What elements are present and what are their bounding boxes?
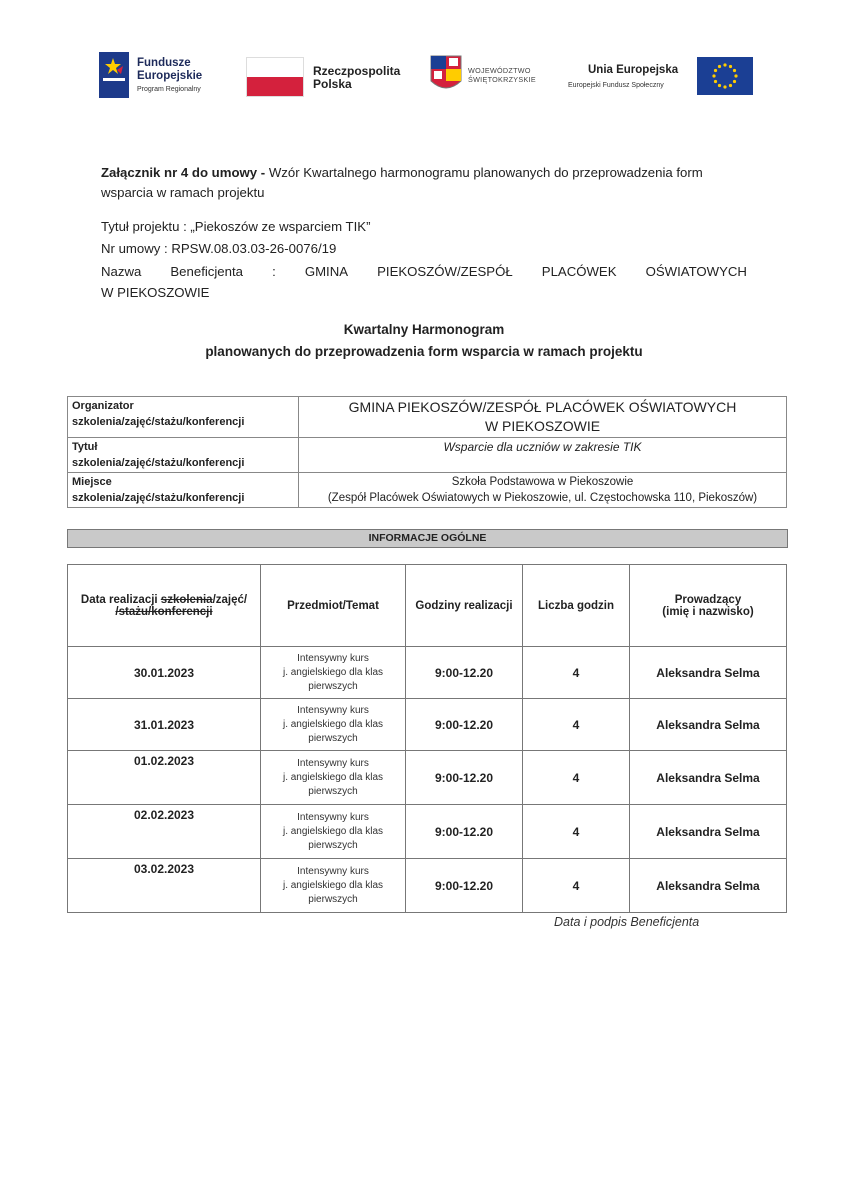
rzeczpospolita-logo-text [313,65,400,91]
topic-line: pierwszych [308,785,358,797]
table-row [68,751,787,805]
row-count: 4 [523,699,630,751]
col-date-text: Data realizacji [80,593,161,606]
row-lead: Aleksandra Selma [630,751,787,805]
row-date: 31.01.2023 [68,699,261,751]
benef-word: OŚWIATOWYCH [645,264,747,279]
row-topic [261,647,406,699]
topic-line: j. angielskiego dla klas [282,771,384,783]
ue-logo-subtitle: Europejski Fundusz Społeczny [568,82,664,89]
ws-line1: WOJEWÓDZTWO [468,66,531,75]
organizer-row [68,397,787,438]
benef-word: PIEKOSZÓW/ZESPÓŁ [377,264,513,279]
row-lead: Aleksandra Selma [630,647,787,699]
value-line: (Zespół Placówek Oświatowych w Piekoszowie, ul. Częstochowska 110, Piekoszów) [327,492,758,504]
row-count: 4 [523,647,630,699]
topic-line: pierwszych [308,732,358,744]
col-date-strike: /stażu/konferencji [115,605,213,618]
row-hours: 9:00-12.20 [406,751,523,805]
value-line: Szkoła Podstawowa w Piekoszowie [451,476,634,488]
col-date-header [68,565,261,647]
title-row [68,438,787,473]
fe-logo-subtitle: Program Regionalny [137,86,201,93]
topic-line: j. angielskiego dla klas [282,825,384,837]
topic-line: j. angielskiego dla klas [282,879,384,891]
table-row [68,699,787,751]
value-line: GMINA PIEKOSZÓW/ZESPÓŁ PLACÓWEK OŚWIATOWYCH [348,399,737,415]
row-count: 4 [523,805,630,859]
topic-line: Intensywny kurs [297,811,369,823]
fe-title-line1: Fundusze [137,57,191,69]
topic-line: Intensywny kurs [297,865,369,877]
benef-word: GMINA [304,264,349,279]
rp-line2: Polska [313,77,352,91]
label-line: szkolenia/zajęć/stażu/konferencji [72,457,245,469]
title-label [68,438,299,473]
ws-line2: ŚWIĘTOKRZYSKIE [468,75,536,84]
label-line: Organizator [72,400,134,412]
benef-line2: W PIEKOSZOWIE [101,285,210,300]
col-date-strike: szkolenia [160,593,213,606]
col-count-header: Liczba godzin [523,565,630,647]
row-lead: Aleksandra Selma [630,699,787,751]
benef-word: : [272,264,276,279]
topic-line: Intensywny kurs [297,652,369,664]
col-hours-header: Godziny realizacji [406,565,523,647]
swietokrzyskie-coat-of-arms-icon [430,55,462,95]
topic-line: Intensywny kurs [297,704,369,716]
row-lead: Aleksandra Selma [630,805,787,859]
doc-title-line2: planowanych do przeprowadzenia form wsparcia w ramach projektu [205,344,643,359]
row-topic [261,805,406,859]
row-topic [261,751,406,805]
topic-line: pierwszych [308,893,358,905]
row-hours: 9:00-12.20 [406,699,523,751]
label-line: szkolenia/zajęć/stażu/konferencji [72,492,245,504]
annex-text: Wzór Kwartalnego harmonogramu planowanych do przeprowadzenia form wsparcia w ramach projektu [101,165,703,200]
topic-line: j. angielskiego dla klas [282,718,384,730]
place-label [68,473,299,508]
col-subject-header: Przedmiot/Temat [261,565,406,647]
beneficiary-name [101,261,747,303]
col-lead-line: (imię i nazwisko) [662,605,754,618]
document-title [0,319,848,363]
table-row [68,805,787,859]
topic-line: pierwszych [308,839,358,851]
row-date: 30.01.2023 [68,647,261,699]
row-count: 4 [523,751,630,805]
row-lead: Aleksandra Selma [630,859,787,913]
fe-logo-title [137,57,202,83]
row-topic [261,699,406,751]
col-lead-header [630,565,787,647]
row-hours: 9:00-12.20 [406,859,523,913]
organizer-value [299,397,787,438]
benef-word: Beneficjenta [170,264,243,279]
row-date: 03.02.2023 [68,859,261,913]
contract-number: Nr umowy : RPSW.08.03.03-26-0076/19 [101,241,337,256]
rp-line1: Rzeczpospolita [313,64,401,78]
general-info-header: INFORMACJE OGÓLNE [67,529,788,548]
table-row [68,859,787,913]
row-topic [261,859,406,913]
col-lead-line: Prowadzący [674,593,742,606]
topic-line: pierwszych [308,680,358,692]
table-row [68,647,787,699]
schedule-table [67,564,787,913]
col-date-text: /zajęć/ [212,593,248,606]
label-line: Tytuł [72,441,98,453]
row-hours: 9:00-12.20 [406,805,523,859]
organizer-label [68,397,299,438]
wojewodztwo-logo-text [468,66,536,84]
row-hours: 9:00-12.20 [406,647,523,699]
fe-emblem-icon [99,52,129,98]
topic-line: j. angielskiego dla klas [282,666,384,678]
topic-line: Intensywny kurs [297,757,369,769]
project-title: Tytuł projektu : „Piekoszów ze wsparciem TIK” [101,219,371,234]
fe-title-line2: Europejskie [137,70,203,82]
annex-heading [101,163,741,203]
row-date: 01.02.2023 [68,751,261,805]
benef-word: PLACÓWEK [541,264,617,279]
value-line: W PIEKOSZOWIE [484,418,601,434]
eu-flag-icon [697,57,753,95]
project-info-table [67,396,787,508]
annex-bold: Załącznik nr 4 do umowy - [101,165,266,180]
row-date: 02.02.2023 [68,805,261,859]
place-row [68,473,787,508]
label-line: szkolenia/zajęć/stażu/konferencji [72,416,245,428]
fundusze-europejskie-logo [99,52,129,98]
schedule-header-row [68,565,787,647]
label-line: Miejsce [72,476,112,488]
signature-caption: Data i podpis Beneficjenta [554,915,700,929]
doc-title-line1: Kwartalny Harmonogram [343,322,505,337]
polish-flag-icon [246,57,304,97]
row-count: 4 [523,859,630,913]
benef-word: Nazwa [101,264,142,279]
ue-logo-title: Unia Europejska [588,64,679,76]
place-value [299,473,787,508]
title-value: Wsparcie dla uczniów w zakresie TIK [299,438,787,473]
